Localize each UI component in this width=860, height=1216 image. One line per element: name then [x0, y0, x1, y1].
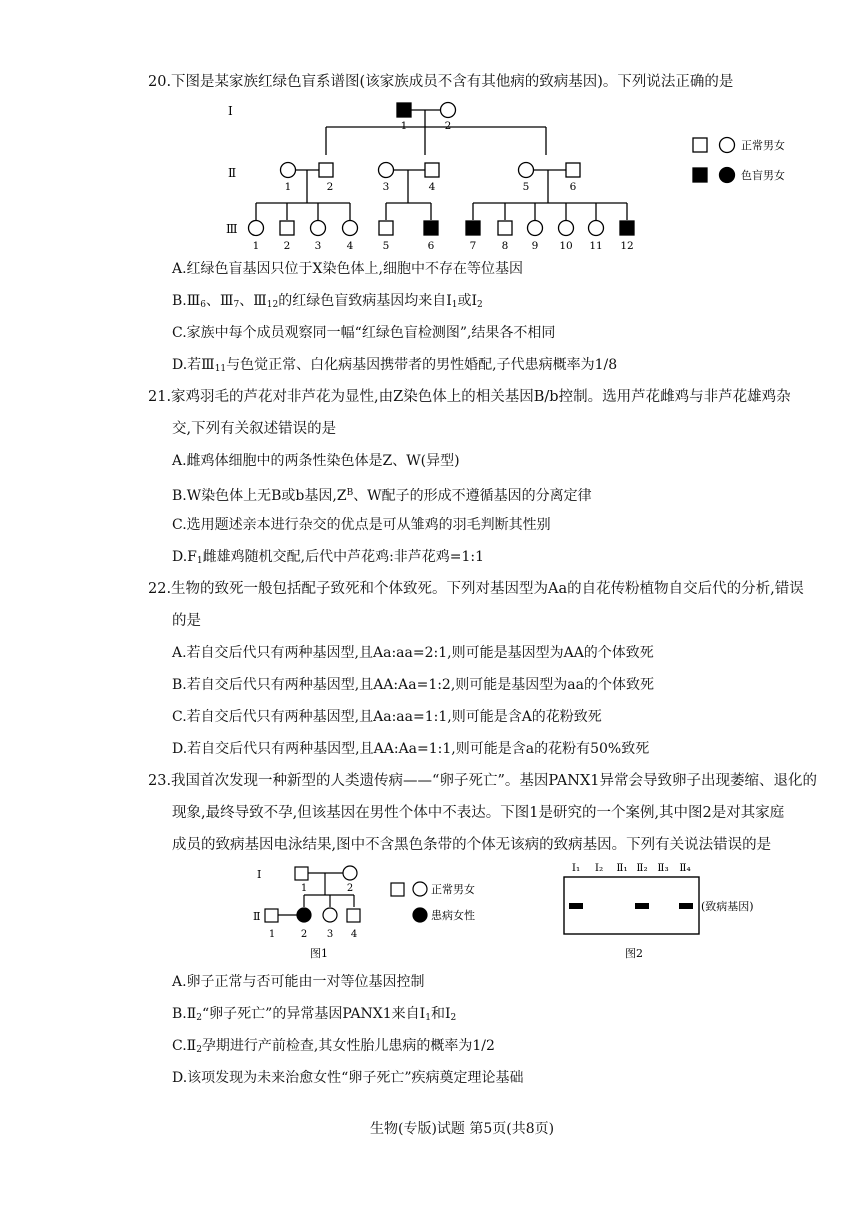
q22-option-c: C.若自交后代只有两种基因型,且Aa:aa=1:1,则可能是含A的花粉致死 — [172, 709, 602, 725]
gen-label: Ⅱ — [228, 166, 237, 180]
fig1-gen-label: Ⅰ — [257, 868, 262, 881]
fig2-lane-label: Ⅰ₁ — [571, 862, 581, 874]
q20-option-d: D.若$Ⅲ_{11}$与色觉正常、白化病基因携带者的男性婚配,子代患病概率为1/8 — [172, 357, 618, 374]
id-label: 3 — [382, 181, 390, 193]
q20-option-b: $B.Ⅲ_6$、$Ⅲ_7$、$Ⅲ_{12}$的红绿色盲致病基因均来自$Ⅰ_1$或$Ⅰ_2$ — [172, 293, 483, 310]
gel-band-ii2 — [635, 903, 649, 909]
id-label: 7 — [469, 240, 477, 252]
q23-option-b: $B.Ⅱ_2“$卵子死亡”的异常基因PANX1来自$Ⅰ_1$和$Ⅰ_2$ — [172, 1006, 457, 1023]
q22-option-a: A.若自交后代只有两种基因型,且Aa:aa=2:1,则可能是基因型为AA的个体致死 — [172, 645, 654, 661]
q23-option-c: $C.Ⅱ_2$孕期进行产前检查,其女性胎儿患病的概率为1/2 — [172, 1038, 495, 1055]
id-label: 2 — [444, 120, 452, 132]
q20-stem: 20.下图是某家族红绿色盲系谱图(该家族成员不含有其他病的致病基因)。下列说法正确的是 — [148, 74, 734, 90]
id-label: 5 — [522, 181, 530, 193]
q23-stem-line1: 23.我国首次发现一种新型的人类遗传病——“卵子死亡”。基因PANX1异常会导致卵子出现萎缩、退化的 — [148, 773, 818, 789]
id-label: 6 — [569, 181, 577, 193]
id-label: 1 — [252, 240, 260, 252]
q21-option-d: $D.F_1$雌雄鸡随机交配,后代中芦花鸡:非芦花鸡=1:1 — [172, 549, 485, 566]
fig1-id: 4 — [350, 929, 358, 940]
gen-label: Ⅰ — [228, 104, 233, 118]
q21-option-a: A.雌鸡体细胞中的两条性染色体是Z、W(异型) — [172, 453, 460, 469]
q21-option-b: B.W染色体上无B或b基因$,Z^B$、W配子的形成不遵循基因的分离定律 — [172, 488, 592, 504]
q22-stem-line1: 22.生物的致死一般包括配子致死和个体致死。下列对基因型为Aa的自花传粉植物自交后代的分析,错误 — [148, 581, 804, 597]
fig1-id: 2 — [300, 929, 308, 940]
fig2-caption: 图2 — [625, 947, 643, 960]
q20-pedigree — [0, 95, 860, 265]
fig1-legend-affected: 患病女性 — [431, 909, 475, 922]
id-label: 1 — [284, 181, 292, 193]
id-label: 12 — [620, 240, 634, 252]
fig2-lane-label: Ⅱ₃ — [657, 862, 669, 874]
id-label: 10 — [559, 240, 573, 252]
fig2-lane-label: Ⅱ₂ — [636, 862, 648, 874]
id-label: 5 — [382, 240, 390, 252]
gen-label: Ⅲ — [226, 222, 238, 236]
q23-stem-line2: 现象,最终导致不孕,但该基因在男性个体中不表达。下图1是研究的一个案例,其中图2是对其家庭 — [172, 805, 785, 821]
fig1-id: 2 — [346, 883, 354, 894]
q22-option-b: B.若自交后代只有两种基因型,且AA:Aa=1:2,则可能是基因型为aa的个体致死 — [172, 677, 654, 693]
fig1-caption: 图1 — [310, 947, 328, 960]
q23-figures — [0, 860, 860, 960]
fig1-id: 3 — [326, 929, 334, 940]
fig2-lane-label: Ⅱ₄ — [679, 862, 691, 874]
q22-option-d: D.若自交后代只有两种基因型,且AA:Aa=1:1,则可能是含a的花粉有50%致死 — [172, 741, 650, 757]
q22-stem-line2: 的是 — [172, 613, 201, 629]
gel-band-ii4 — [679, 903, 693, 909]
fig1-legend-normal: 正常男女 — [431, 883, 475, 896]
id-label: 4 — [428, 181, 436, 193]
id-label: 9 — [531, 240, 539, 252]
id-label: 1 — [400, 120, 408, 132]
q21-stem-line1: 21.家鸡羽毛的芦花对非芦花为显性,由Z染色体上的相关基因B/b控制。选用芦花雌鸡与非芦花雄鸡杂 — [148, 389, 791, 405]
id-label: 8 — [501, 240, 509, 252]
q21-option-c: C.选用题述亲本进行杂交的优点是可从雏鸡的羽毛判断其性别 — [172, 517, 551, 533]
fig1-id: 1 — [268, 929, 276, 940]
legend-affected: 色盲男女 — [741, 169, 785, 182]
id-label: 11 — [589, 240, 603, 252]
id-label: 2 — [283, 240, 291, 252]
fig1-id: 1 — [300, 883, 308, 894]
fig2-lane-label: Ⅰ₂ — [594, 862, 604, 874]
q23-stem-line3: 成员的致病基因电泳结果,图中不含黑色条带的个体无该病的致病基因。下列有关说法错误的是 — [172, 837, 772, 853]
fig1-gen-label: Ⅱ — [253, 910, 261, 923]
q21-stem-line2: 交,下列有关叙述错误的是 — [172, 421, 337, 437]
fig2-lane-label: Ⅱ₁ — [616, 862, 628, 874]
q23-option-a: A.卵子正常与否可能由一对等位基因控制 — [172, 974, 425, 990]
legend-normal: 正常男女 — [741, 139, 785, 152]
id-label: 3 — [314, 240, 322, 252]
fig2-band-label: (致病基因) — [701, 900, 754, 913]
id-label: 6 — [427, 240, 435, 252]
gel-band-i1 — [569, 903, 583, 909]
id-label: 2 — [326, 181, 334, 193]
q23-option-d: D.该项发现为未来治愈女性“卵子死亡”疾病奠定理论基础 — [172, 1070, 524, 1086]
id-label: 4 — [346, 240, 354, 252]
page-footer: 生物(专版)试题 第5页(共8页) — [370, 1121, 555, 1137]
q20-option-a: A.红绿色盲基因只位于X染色体上,细胞中不存在等位基因 — [172, 261, 523, 277]
q20-option-c: C.家族中每个成员观察同一幅“红绿色盲检测图”,结果各不相同 — [172, 325, 556, 341]
